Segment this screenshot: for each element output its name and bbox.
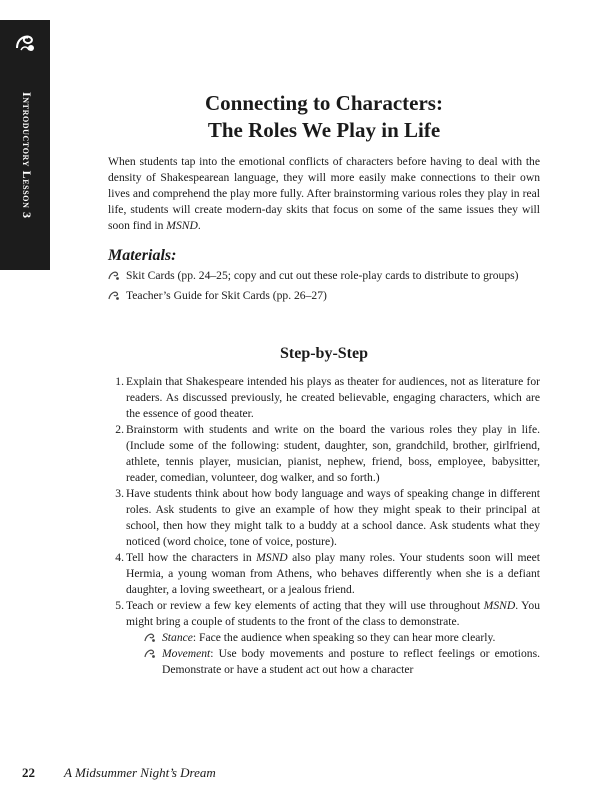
- title-line-1: Connecting to Characters:: [205, 91, 443, 115]
- step-number: 3.: [115, 487, 124, 500]
- steps-heading: Step-by-Step: [279, 345, 368, 362]
- step-italic: MSND: [256, 551, 288, 564]
- step-number: 2.: [115, 423, 124, 436]
- list-item: [108, 598, 540, 678]
- list-item: [144, 630, 540, 646]
- sub-term: Movement: [162, 647, 211, 660]
- bullet-icon: [144, 648, 156, 659]
- sub-term: Stance: [162, 631, 193, 644]
- list-item: [108, 422, 540, 486]
- materials-heading: Materials:: [108, 247, 177, 264]
- flourish-icon: [13, 30, 37, 54]
- step-text-end: . You might bring a couple of students to the front of the class to demonstrate.: [126, 599, 540, 628]
- step-text: Have students think about how body language and ways of speaking change in different roles. Ask students to give an example of how they might speak to their principal at school, then how they might talk to a buddy at a school dance. Ask students what they noticed (word choice, tone of voice, posture).: [126, 487, 540, 548]
- list-item: [108, 288, 538, 304]
- page-title: [108, 90, 540, 144]
- step-number: 5.: [115, 599, 124, 612]
- chapter-sidebar: [0, 20, 50, 270]
- step-number: 4.: [115, 551, 124, 564]
- intro-paragraph: [108, 154, 540, 234]
- material-1: Skit Cards (pp. 24–25; copy and cut out these role-play cards to distribute to groups): [126, 269, 519, 282]
- step-text: Brainstorm with students and write on the board the various roles they play in life. (Include some of the following: student, daughter, son, grandchild, brother, girlfriend, athlete, tennis player, musician, pianist, nephew, friend, boss, employee, babysitter, reader, comedian, volunteer, dog walker, and so forth.): [126, 423, 540, 484]
- lesson-label: Introductory Lesson 3: [20, 92, 34, 219]
- book-title: A Midsummer Night’s Dream: [64, 765, 216, 780]
- page-number: 22: [22, 765, 35, 780]
- intro-end: .: [197, 219, 201, 232]
- step-text: Explain that Shakespeare intended his plays as theater for audiences, not as literature for readers. As discussed previously, he created believable, engaging characters, which are the essence of good theater.: [126, 375, 540, 420]
- intro-text: When students tap into the emotional conflicts of characters before having to deal with the density of Shakespearean language, they will more easily make connections to their own lives and comprehend the play more fully. After brainstorming various roles they play in real life, students will create modern-day skits that focus on some of the same issues they will soon find in: [108, 155, 540, 232]
- bullet-icon: [108, 270, 120, 281]
- intro-italic: MSND: [166, 219, 198, 232]
- list-item: [108, 486, 540, 550]
- steps-list: [108, 374, 540, 678]
- step-text-end: also play many roles. Your students soon will meet Hermia, a young woman from Athens, who behaves differently when she is a defiant daughter, a loving sweetheart, or a jealous friend.: [126, 551, 541, 596]
- sub-text: : Face the audience when speaking so they can hear more clearly.: [192, 631, 496, 644]
- step-italic: MSND: [483, 599, 516, 612]
- bullet-icon: [144, 632, 156, 643]
- step-text: Tell how the characters in: [126, 551, 257, 564]
- step-text: Teach or review a few key elements of acting that they will use throughout: [126, 599, 484, 612]
- step-number: 1.: [115, 375, 124, 388]
- title-line-2: The Roles We Play in Life: [207, 118, 441, 142]
- list-item: [144, 646, 540, 678]
- acting-elements-list: [126, 630, 540, 678]
- bullet-icon: [108, 290, 120, 301]
- materials-list: [108, 268, 538, 308]
- material-2: Teacher’s Guide for Skit Cards (pp. 26–27): [126, 289, 327, 302]
- list-item: [108, 550, 540, 598]
- list-item: [108, 268, 538, 284]
- list-item: [108, 374, 540, 422]
- sub-text: : Use body movements and posture to reflect feelings or emotions. Demonstrate or have a student act out how a character: [162, 647, 540, 676]
